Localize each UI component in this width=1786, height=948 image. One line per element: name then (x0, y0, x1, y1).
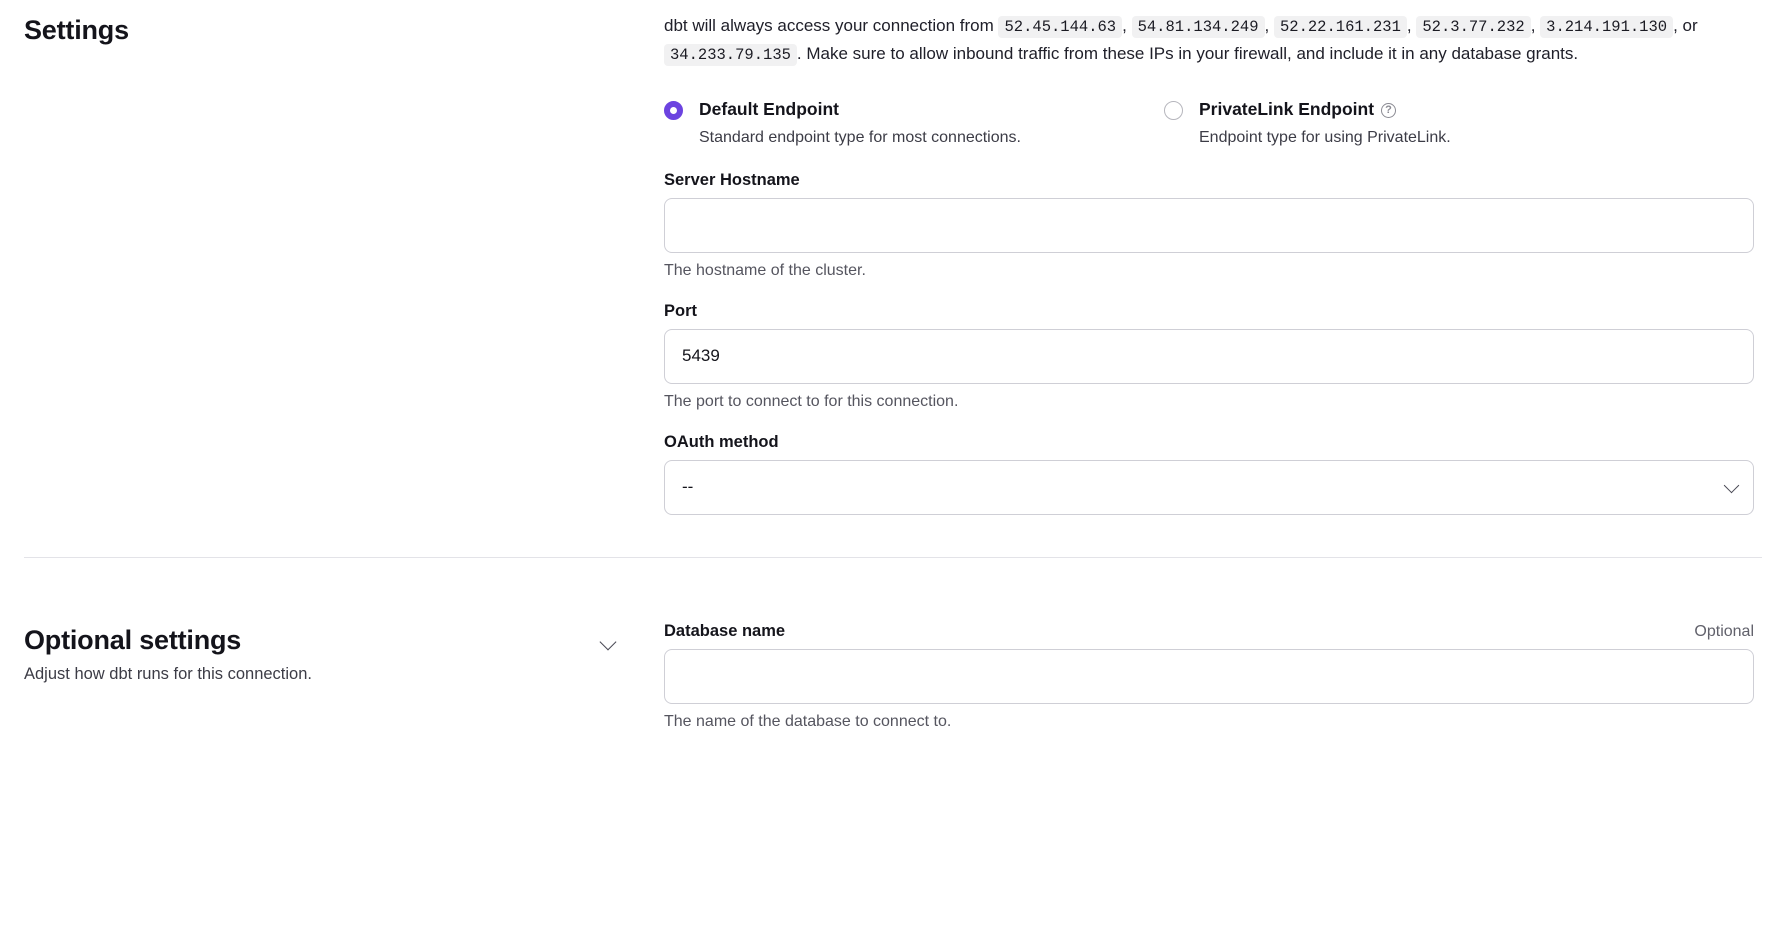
field-label-row-port (664, 302, 1754, 321)
label-port: Port (664, 301, 697, 320)
label-server-hostname: Server Hostname (664, 170, 800, 189)
help-port: The port to connect to for this connection. (664, 392, 959, 410)
optional-settings-subtitle: Adjust how dbt runs for this connection. (24, 665, 312, 684)
ip-address-5: 3.214.191.130 (1540, 16, 1673, 38)
help-database-name: The name of the database to connect to. (664, 712, 952, 730)
section-divider (24, 557, 1762, 558)
radio-indicator-default-endpoint[interactable] (664, 101, 683, 120)
optional-badge-database-name: Optional (1694, 622, 1754, 640)
label-database-name: Database name (664, 621, 786, 640)
field-database-name (664, 622, 1754, 731)
port-input[interactable] (664, 329, 1754, 384)
comma-1: , (1122, 16, 1127, 35)
ip-note-suffix: Make sure to allow inbound traffic from these IPs in your firewall, and include it in any database grants. (806, 44, 1579, 64)
optional-settings-collapse-toggle[interactable] (24, 624, 624, 686)
radio-description-default-endpoint: Standard endpoint type for most connections. (699, 129, 1021, 147)
page-title: Settings (24, 15, 129, 45)
radio-indicator-privatelink-endpoint[interactable] (1164, 101, 1183, 120)
ip-allowlist-note (664, 12, 1734, 68)
optional-settings-header[interactable] (24, 610, 664, 686)
radio-option-default-endpoint[interactable] (664, 98, 1164, 149)
ip-address-4: 52.3.77.232 (1416, 16, 1530, 38)
endpoint-type-radio-group (664, 98, 1754, 149)
ip-address-1: 52.45.144.63 (998, 16, 1122, 38)
optional-settings-section (0, 610, 1786, 731)
field-server-hostname (664, 171, 1754, 280)
server-hostname-input[interactable] (664, 198, 1754, 253)
radio-text-default-endpoint (699, 98, 1021, 149)
oauth-method-selected-value: -- (682, 477, 694, 497)
radio-description-privatelink-endpoint: Endpoint type for using PrivateLink. (1199, 129, 1451, 147)
field-label-row-oauth-method (664, 433, 1754, 452)
radio-label-privatelink-endpoint: PrivateLink Endpoint (1199, 99, 1375, 120)
radio-label-default-endpoint: Default Endpoint (699, 99, 839, 120)
ip-address-2: 54.81.134.249 (1132, 16, 1265, 38)
help-circle-icon[interactable]: ? (1381, 103, 1396, 118)
comma-2: , (1264, 16, 1270, 35)
optional-settings-heading-text (24, 624, 312, 686)
label-oauth-method: OAuth method (664, 432, 779, 451)
oauth-method-select[interactable] (664, 460, 1754, 515)
ip-note-or: or (1682, 16, 1698, 35)
optional-settings-title: Optional settings (24, 624, 242, 655)
radio-option-privatelink-endpoint[interactable] (1164, 98, 1664, 149)
ip-address-3: 52.22.161.231 (1274, 16, 1407, 38)
comma-4: , (1530, 16, 1536, 35)
comma-3: , (1406, 16, 1412, 35)
settings-section-body (664, 0, 1754, 515)
settings-section-header (24, 0, 664, 46)
optional-settings-body (664, 610, 1754, 731)
comma-5: , (1673, 16, 1678, 35)
period-1: . (796, 44, 802, 64)
field-label-row-server-hostname (664, 171, 1754, 190)
chevron-down-icon[interactable] (600, 633, 617, 650)
ip-note-prefix: dbt will always access your connection from (664, 16, 994, 35)
help-server-hostname: The hostname of the cluster. (664, 261, 866, 279)
field-label-row-database-name (664, 622, 1754, 641)
field-port (664, 302, 1754, 411)
ip-address-6: 34.233.79.135 (664, 44, 797, 66)
field-oauth-method (664, 433, 1754, 515)
radio-text-privatelink-endpoint (1199, 98, 1451, 149)
chevron-down-icon[interactable] (1724, 478, 1740, 494)
database-name-input[interactable] (664, 649, 1754, 704)
